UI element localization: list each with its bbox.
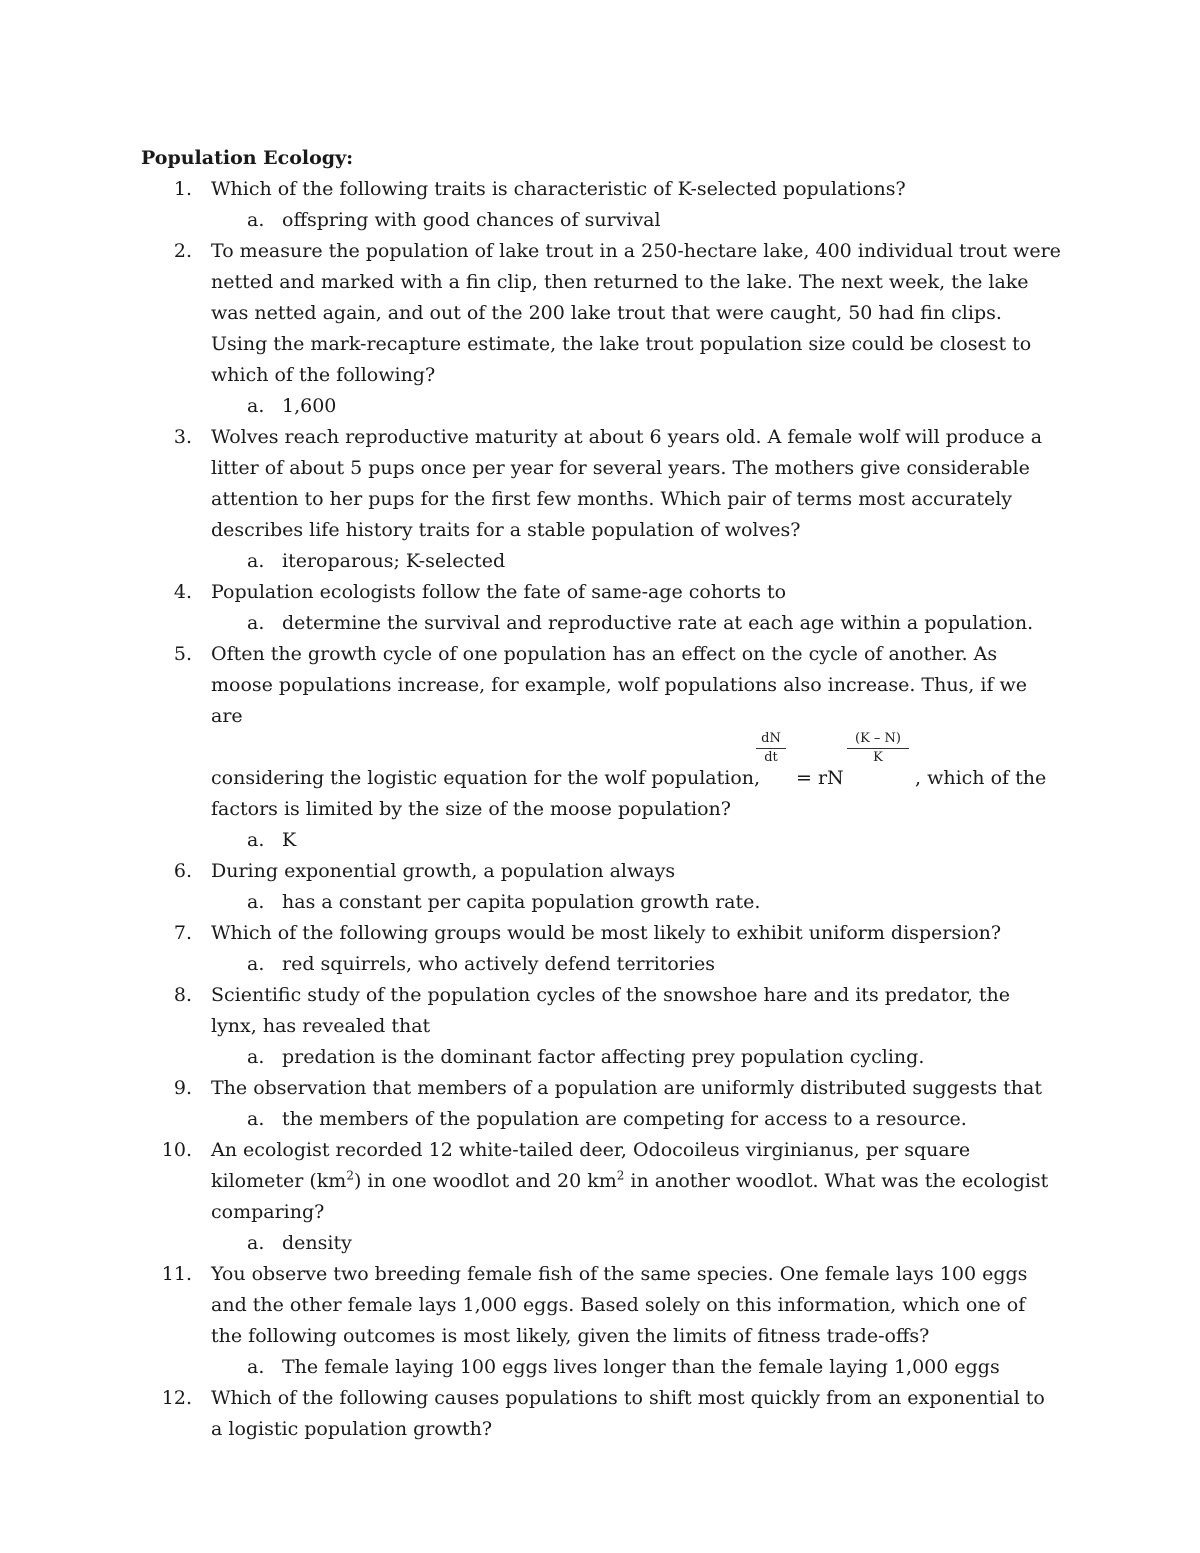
question-list — [0, 174, 1200, 1445]
answer-option — [0, 887, 1200, 918]
answer-option — [0, 949, 1200, 980]
answer-letter: a. — [247, 395, 265, 417]
answer-letter: a. — [247, 612, 265, 634]
question-number: 11. — [161, 1263, 192, 1285]
answer-text: red squirrels, who actively defend territories — [282, 953, 716, 975]
equation-rn: = rN — [796, 767, 844, 789]
question-text-continued: considering the logistic equation for the wolf population, — [211, 767, 761, 789]
answer-text: 1,600 — [282, 395, 337, 417]
answer-text: K — [282, 829, 297, 851]
answer-option — [0, 608, 1200, 639]
fraction-kn-k — [847, 732, 909, 765]
answer-option — [0, 1104, 1200, 1135]
question-4 — [0, 577, 1200, 639]
answer-letter: a. — [247, 891, 265, 913]
question-9 — [0, 1073, 1200, 1135]
answer-letter: a. — [247, 1232, 265, 1254]
question-text: You observe two breeding female fish of the same species. One female lays 100 eggs and the other female lays 1,000 eggs. Based solely on this information, which one of the following outcomes is most likely, given the limits of fitness trade-offs? — [211, 1263, 1028, 1347]
answer-text: The female laying 100 eggs lives longer than the female laying 1,000 eggs — [282, 1356, 1000, 1378]
answer-text: determine the survival and reproductive rate at each age within a population. — [282, 612, 1034, 634]
answer-letter: a. — [247, 953, 265, 975]
answer-option — [0, 825, 1200, 856]
question-text: To measure the population of lake trout in a 250-hectare lake, 400 individual trout were netted and marked with a fin clip, then returned to the lake. The next week, the lake was netted again, and out of the 200 lake trout that were caught, 50 had fin clips. Using the mark-recapture estimate, the lake trout population size could be closest to which of the following? — [211, 240, 1061, 386]
question-text-continued: , which of the — [915, 767, 1047, 789]
question-text — [211, 1135, 1061, 1228]
question-1 — [0, 174, 1200, 236]
question-10 — [0, 1135, 1200, 1259]
answer-option — [0, 205, 1200, 236]
question-8 — [0, 980, 1200, 1073]
question-text: Often the growth cycle of one population has an effect on the cycle of another. As moose populations increase, for example, wolf populations also increase. Thus, if we are — [211, 643, 1028, 727]
answer-option — [0, 391, 1200, 422]
answer-text: offspring with good chances of survival — [282, 209, 661, 231]
answer-letter: a. — [247, 829, 265, 851]
question-text: Population ecologists follow the fate of same-age cohorts to — [211, 581, 787, 603]
question-number: 3. — [173, 426, 192, 448]
answer-letter: a. — [247, 1046, 265, 1068]
question-number: 10. — [161, 1139, 192, 1161]
question-text-part: in another woodlot. What was the ecologist comparing? — [211, 1170, 1049, 1223]
question-number: 2. — [173, 240, 192, 262]
question-text-part: An ecologist recorded 12 white-tailed deer, Odocoileus virginianus, per square kilometer (km — [211, 1139, 971, 1192]
question-12 — [0, 1383, 1200, 1445]
superscript: 2 — [346, 1168, 354, 1183]
answer-text: iteroparous; K-selected — [282, 550, 506, 572]
question-11 — [0, 1259, 1200, 1383]
answer-letter: a. — [247, 1356, 265, 1378]
question-text: Wolves reach reproductive maturity at about 6 years old. A female wolf will produce a litter of about 5 pups once per year for several years. The mothers give considerable attention to her pups for the first few months. Which pair of terms most accurately describes life history traits for a stable population of wolves? — [211, 426, 1043, 541]
question-6 — [0, 856, 1200, 918]
question-number: 8. — [173, 984, 192, 1006]
fraction-denominator: K — [873, 750, 883, 765]
question-2 — [0, 236, 1200, 422]
superscript: 2 — [616, 1168, 625, 1183]
question-text-part: ) in one woodlot and 20 km — [353, 1170, 617, 1192]
question-text: Which of the following causes populations to shift most quickly from an exponential to a logistic population growth? — [211, 1387, 1045, 1440]
answer-letter: a. — [247, 550, 265, 572]
question-text: Scientific study of the population cycles of the snowshoe hare and its predator, the lynx, has revealed that — [211, 984, 1010, 1037]
question-number: 5. — [173, 643, 192, 665]
fraction-dn-dt — [756, 732, 786, 765]
fraction-numerator: (K – N) — [847, 732, 909, 749]
question-text: Which of the following groups would be most likely to exhibit uniform dispersion? — [211, 922, 1002, 944]
answer-option — [0, 546, 1200, 577]
question-number: 7. — [173, 922, 192, 944]
question-text: During exponential growth, a population always — [211, 860, 676, 882]
question-number: 6. — [173, 860, 192, 882]
question-text: Which of the following traits is characteristic of K-selected populations? — [211, 178, 906, 200]
question-3 — [0, 422, 1200, 577]
question-number: 9. — [173, 1077, 192, 1099]
equation-line — [211, 732, 1061, 794]
question-number: 1. — [173, 178, 192, 200]
fraction-denominator: dt — [764, 750, 778, 765]
question-5 — [0, 639, 1200, 856]
answer-letter: a. — [247, 209, 265, 231]
fraction-numerator: dN — [756, 732, 786, 749]
answer-letter: a. — [247, 1108, 265, 1130]
answer-option — [0, 1352, 1200, 1383]
answer-text: density — [282, 1232, 352, 1254]
question-text: The observation that members of a population are uniformly distributed suggests that — [211, 1077, 1042, 1099]
answer-option — [0, 1228, 1200, 1259]
question-number: 12. — [161, 1387, 192, 1409]
question-number: 4. — [173, 581, 192, 603]
page-title: Population Ecology: — [141, 147, 354, 169]
answer-text: has a constant per capita population growth rate. — [282, 891, 761, 913]
question-text-continued: factors is limited by the size of the moose population? — [211, 798, 731, 820]
answer-text: the members of the population are competing for access to a resource. — [282, 1108, 967, 1130]
question-7 — [0, 918, 1200, 980]
answer-text: predation is the dominant factor affecting prey population cycling. — [282, 1046, 925, 1068]
answer-option — [0, 1042, 1200, 1073]
